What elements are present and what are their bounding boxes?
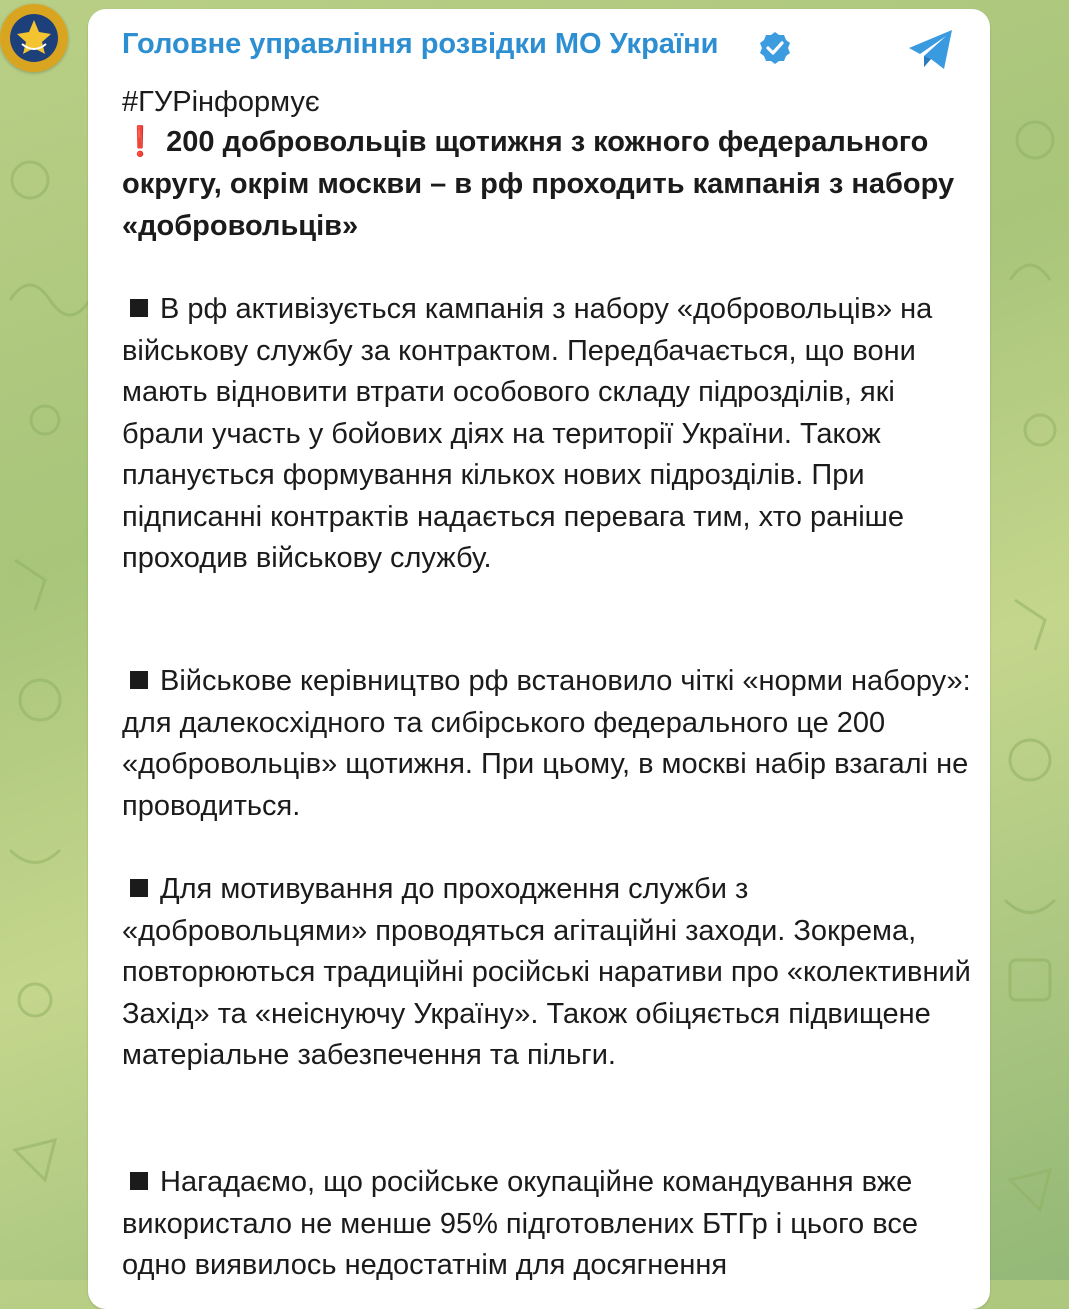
square-bullet-icon (130, 299, 148, 317)
verified-badge-icon (758, 31, 792, 65)
post-paragraph: В рф активізується кампанія з набору «добровольців» на військову службу за контрактом. Передбачається, що вони мають відновити втрати особового складу підрозділів, які брали участь у бойових діях на території України. Також планується формування кількох нових підрозділів. При підписанні контрактів надається перевага тим, хто раніше проходив військову службу. (122, 293, 933, 574)
square-bullet-icon (130, 879, 148, 897)
channel-avatar[interactable] (0, 4, 68, 72)
post-headline-text: 200 добровольців щотижня з кожного федерального округу, окрім москви – в рф проходить кампанія з набору «добровольців» (122, 126, 955, 242)
channel-name[interactable]: Головне управління розвідки МО України (122, 28, 719, 60)
telegram-share-icon[interactable] (906, 27, 956, 73)
post-headline (122, 121, 962, 247)
post-hashtag[interactable]: #ГУРінформує (122, 86, 320, 118)
post-paragraph: Для мотивування до проходження служби з «добровольцями» проводяться агітаційні заходи. Зокрема, повторюються традиційні російські наративи про «колективний Захід» та «неіснуючу Україну». Також обіцяється підвищене матеріальне забезпечення та пільги. (122, 873, 971, 1071)
warning-icon: ❗ (122, 126, 159, 158)
post-paragraph: Нагадаємо, що російське окупаційне командування вже використало не менше 95% підготовлених БТГр і цього все одно виявилось недостатнім для досягнення (122, 1166, 918, 1281)
gur-emblem-icon (0, 4, 68, 72)
message-bubble (88, 9, 990, 1309)
square-bullet-icon (130, 671, 148, 689)
square-bullet-icon (130, 1172, 148, 1190)
post-paragraph: Військове керівництво рф встановило чіткі «норми набору»: для далекосхідного та сибірського федерального це 200 «добровольців» щотижня. При цьому, в москві набір взагалі не проводиться. (122, 665, 971, 822)
